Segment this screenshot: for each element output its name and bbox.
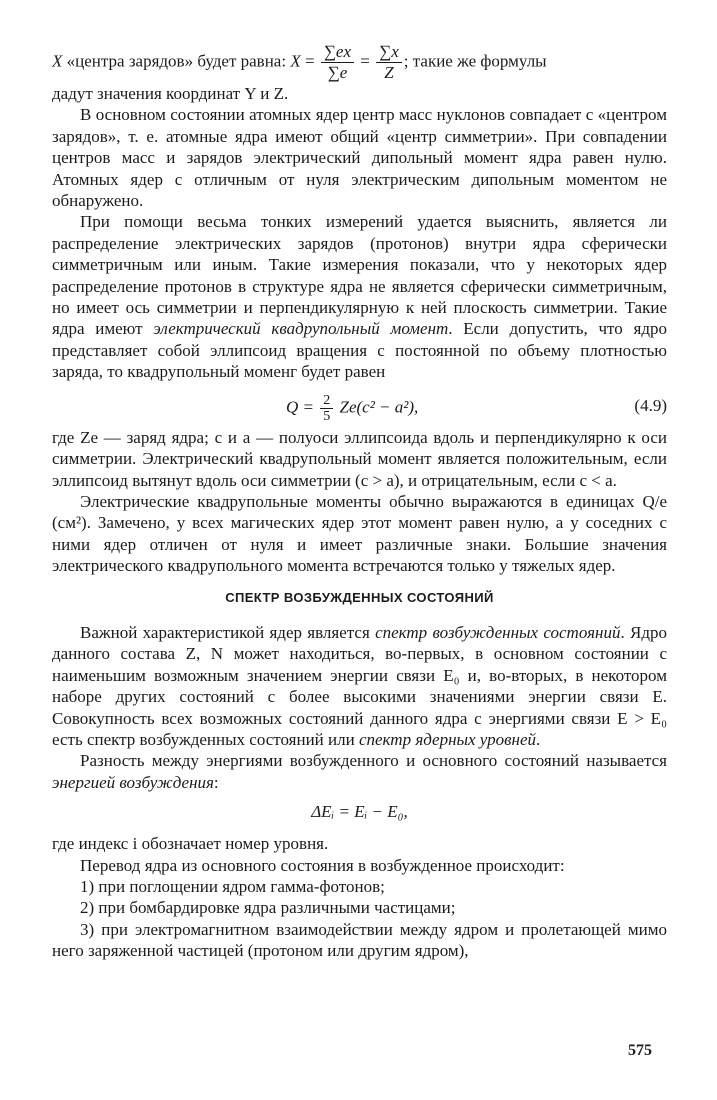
- fraction-x-over-z: [376, 42, 402, 83]
- fraction-denominator: Z: [384, 63, 394, 82]
- formula-var: X: [290, 51, 301, 71]
- paragraph-units: Электрические квадрупольные моменты обычно выражаются в единицах Q/e (см²). Замечено, у всех магических ядер этот момент равен нулю, а у соседних с ними ядер отличен от нуля и имеет различные знаки. Большие значения электрического квадрупольного момента встречаются только у тяжелых ядер.: [52, 491, 667, 576]
- fraction-numerator: ∑ex: [321, 42, 354, 63]
- fraction-denominator: 5: [323, 408, 331, 424]
- p2-end: . Если допустить, что ядро представляет собой эллипсоид вращения с постоянной по объему плотностью заряда, то квадрупольный моменг будет равен: [52, 319, 667, 382]
- intro-after-formula: ; такие же формулы: [403, 51, 547, 71]
- s2-term: энергией возбуждения: [52, 772, 214, 792]
- equation-4-9: [52, 387, 667, 423]
- list-item: 2) при бомбардировке ядра различными частицами;: [80, 898, 456, 918]
- intro-lead-var: X: [52, 51, 63, 71]
- equation-number: (4.9): [634, 395, 667, 415]
- p2-term: электрический квадрупольный момент: [153, 319, 449, 339]
- intro-formula-line: X «центра зарядов» будет равна: X = $\frac{\sum ex}{\sum e}$ = $\frac{\sum x}{Z}$ ; такие же формулы: [52, 42, 547, 82]
- paragraph-spectrum: [52, 622, 667, 750]
- paragraph-transition: Перевод ядра из основного состояния в возбужденное происходит:: [80, 855, 565, 875]
- equation-excitation: ΔEᵢ = Eᵢ − E₀,: [311, 802, 408, 822]
- page-text: [52, 42, 667, 962]
- paragraph-level-index: где индекс i обозначает номер уровня.: [52, 834, 329, 854]
- section-heading: СПЕКТР ВОЗБУЖДЕННЫХ СОСТОЯНИЙ: [225, 589, 494, 605]
- fraction-numerator: ∑x: [376, 42, 402, 63]
- paragraph-semiaxes: где Ze — заряд ядра; с и а — полуоси эллипсоида вдоль и перпендикулярно к оси симметрии. Электрический квадрупольный момент является положительным, если эллипсоид вытянут вдоль оси симметрии (c > a), и отрицательным, если c < a.: [52, 427, 667, 490]
- p2-start: При помощи весьма тонких измерений удается выяснить, является ли распределение электрических зарядов (протонов) внутри ядра сферически симметричным или иным. Такие измерения показали, что у некоторых ядер распределение протонов в структуре ядра не является сферически симметричным, но имеет ось симметрии и перпендикулярную к ней плоскость симметрии. Такие ядра имеют: [52, 212, 667, 339]
- s1-b: . Ядро данного состава Z, N может находиться, во-первых, в основном состоянии с наименьшим возможным значением энергии связи E₀ и, во-вторых, в некотором наборе других состояний с более высокими значениями энергии связи E. Совокупность всех возможных состояний данного ядра с энергиями связи E > E₀ есть спектр возбужденных состояний или: [52, 622, 667, 749]
- list-item: 1) при поглощении ядром гамма-фотонов;: [80, 877, 385, 896]
- intro-continuation: дадут значения координат Y и Z.: [52, 84, 289, 103]
- eq1-right: Ze(c² − a²),: [335, 397, 419, 417]
- intro-lead-text: «центра зарядов» будет равна:: [62, 51, 291, 71]
- fraction-ex-over-e: [321, 42, 354, 83]
- paragraph-center-of-mass: В основном состоянии атомных ядер центр масс нуклонов совпадает с «центром зарядов», т. е. атомные ядра имеют общий «центр симметрии». При совпадении центров масс и зарядов электрический дипольный момент ядра равен нулю. Атомных ядер с отличным от нуля электрическим дипольным моментом не обнаружено.: [52, 105, 667, 211]
- s1-term-2: спектр ядерных уровней: [358, 729, 536, 749]
- s2-a: Разность между энергиями возбужденного и основного состояний называется: [80, 751, 667, 771]
- list-item: 3) при электромагнитном взаимодействии между ядром и пролетающей мимо него заряженной частицей (протоном или другим ядром),: [52, 919, 667, 961]
- s1-a: Важной характеристикой ядер является: [80, 622, 376, 642]
- page-number: 575: [628, 1042, 652, 1059]
- eq1-left: Q =: [286, 397, 319, 417]
- fraction-denominator: ∑e: [327, 63, 348, 82]
- equation-body: [286, 393, 418, 424]
- fraction-numerator: 2: [320, 393, 333, 409]
- s1-term: спектр возбужденных состояний: [375, 622, 621, 642]
- s2-b: :: [213, 772, 219, 792]
- fraction-two-fifths: [320, 393, 333, 424]
- s1-c: .: [536, 729, 541, 749]
- paragraph-quadrupole: [52, 211, 667, 382]
- paragraph-excitation-energy: [52, 750, 667, 793]
